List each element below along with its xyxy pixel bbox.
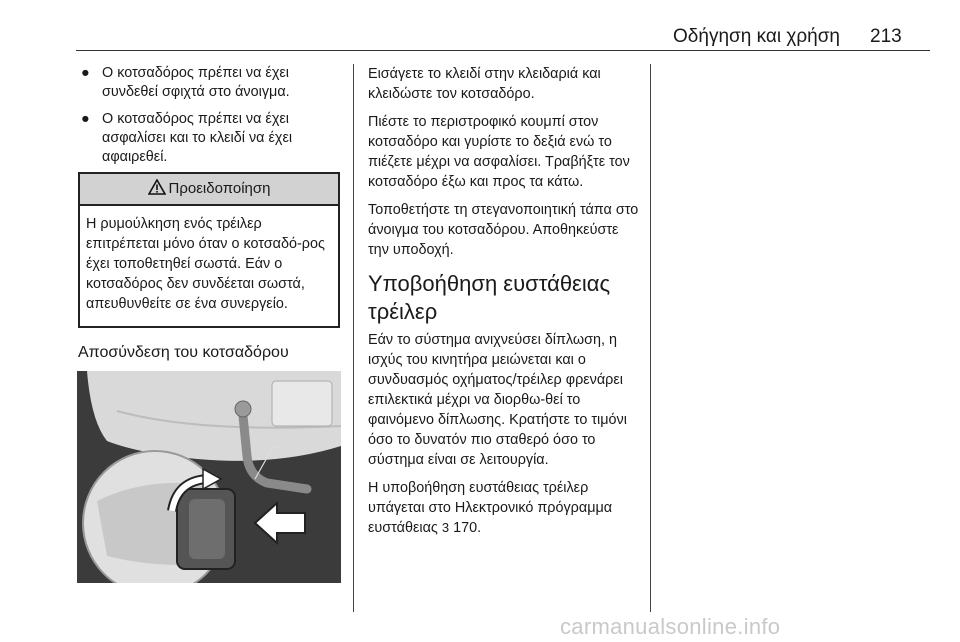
paragraph: Εάν το σύστημα ανιχνεύσει δίπλωση, η ισχύς του κινητήρα μειώνεται και ο συνδυασμός οχήματος/τρέιλερ φρενάρει επιλεκτικά μέχρι να διορθω-θεί το φαινόμενο δίπλωσης. Κρατήστε το τιμόνι όσο το δυνατόν πιο σταθερό όσο το σύστημα είναι σε λειτουργία. [368, 332, 627, 468]
bullet-text: Ο κοτσαδόρος πρέπει να έχει συνδεθεί σφιχτά στο άνοιγμα. [102, 65, 290, 100]
header-rule [76, 50, 930, 51]
watermark: carmanualsonline.info [560, 614, 781, 639]
bullet-list [78, 64, 342, 175]
column-divider [353, 64, 354, 612]
tow-bar-drawing [77, 371, 341, 583]
list-item [78, 110, 342, 167]
page-number: 213 [870, 26, 902, 47]
warning-text: Η ρυμούλκηση ενός τρέιλερ επιτρέπεται μόνο όταν ο κοτσαδό-ρος έχει τοποθετηθεί σωστά. Εάν ο κοτσαδόρος δεν συνδέεται σωστά, απευθυνθείτε σε ένα συνεργείο. [86, 216, 325, 312]
warning-triangle-icon [148, 179, 166, 195]
right-column [368, 64, 640, 546]
warning-header [80, 174, 338, 206]
page-reference-arrow-icon: 3 [441, 520, 450, 535]
warning-box [78, 172, 340, 328]
reference-text: Η υποβοήθηση ευστάθειας τρέιλερ υπάγεται στο Ηλεκτρονικό πρόγραμμα ευστάθειας [368, 480, 613, 536]
reference-paragraph [368, 478, 640, 538]
list-item [78, 64, 342, 102]
warning-title: Προειδοποίηση [168, 180, 271, 197]
bullet-icon: ● [81, 65, 90, 81]
bullet-text: Ο κοτσαδόρος πρέπει να έχει ασφαλίσει και το κλειδί να έχει αφαιρεθεί. [102, 111, 293, 165]
paragraph: Εισάγετε το κλειδί στην κλειδαριά και κλειδώστε τον κοτσαδόρο. [368, 66, 601, 102]
paragraph: Πιέστε το περιστροφικό κουμπί στον κοτσαδόρο και γυρίστε το δεξιά ενώ το πιέζετε μέχρι να ασφαλίσει. Τραβήξτε τον κοτσαδόρο έξω και προς τα κάτω. [368, 114, 630, 190]
tow-bar-illustration [77, 371, 341, 583]
bullet-icon: ● [81, 111, 90, 127]
column-divider [650, 64, 651, 612]
running-header-title: Οδήγηση και χρήση [673, 26, 840, 47]
page-reference-link[interactable]: 170. [453, 520, 482, 536]
section-heading: Αποσύνδεση του κοτσαδόρου [78, 344, 289, 361]
section-heading-large: Υποβοήθηση ευστάθειας τρέιλερ [368, 271, 611, 324]
paragraph: Τοποθετήστε τη στεγανοποιητική τάπα στο άνοιγμα του κοτσαδόρου. Αποθηκεύστε την υποδοχή. [368, 202, 639, 258]
